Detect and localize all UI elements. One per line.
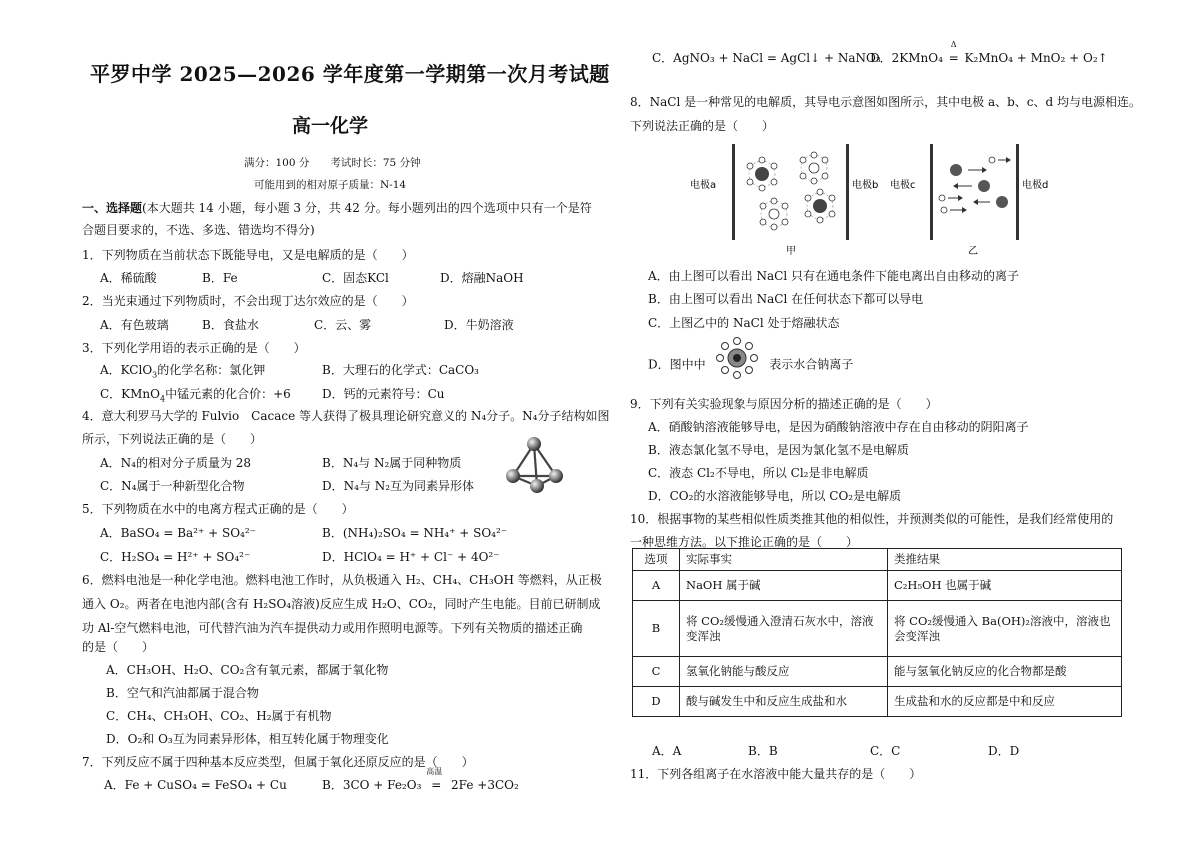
- label-electrode-d: 电极d: [1022, 180, 1049, 191]
- q1-option-d: D．熔融NaOH: [440, 271, 524, 285]
- q7-b-arrow: 高温 =: [426, 767, 443, 792]
- q3-option-a: A．KClO$_3$的化学名称：氯化钾: [100, 363, 266, 380]
- table-cell: 氢氧化钠能与酸反应: [680, 657, 888, 687]
- q7-option-b: [322, 767, 519, 793]
- hydrated-sodium-ion-icon: [715, 336, 759, 380]
- q3-a-formula: A．KClO: [100, 363, 153, 377]
- q9-option-c: C．液态 Cl₂不导电，所以 Cl₂是非电解质: [648, 466, 869, 480]
- n4-molecule-figure: [504, 436, 564, 494]
- q8-option-b: B．由上图可以看出 NaCl 在任何状态下都可以导电: [648, 292, 924, 306]
- electrode-d-plate: [1016, 144, 1019, 240]
- q9-option-a: A．硝酸钠溶液能够导电，是因为硝酸钠溶液中存在自由移动的阴阳离子: [648, 420, 1029, 434]
- electrode-c-plate: [930, 144, 933, 240]
- q4-stem-line1: 4．意大利罗马大学的 Fulvio Cacace 等人获得了极具理论研究意义的 N₄分子。N₄分子结构如图: [82, 409, 610, 423]
- hydrated-ion-cluster: [800, 152, 828, 184]
- q8-option-c: C．上图乙中的 NaCl 处于熔融状态: [648, 316, 840, 330]
- q1-option-b: B．Fe: [202, 271, 238, 285]
- q1-stem: 1．下列物质在当前状态下既能导电，又是电解质的是（ ）: [82, 248, 414, 262]
- q7-d-condition: Δ: [950, 40, 957, 49]
- q10-option-d: D．D: [988, 744, 1020, 758]
- section-heading-rest: (本大题共 14 小题，每小题 3 分，共 42 分。每小题列出的四个选项中只有一个是符: [142, 201, 592, 215]
- q7-option-a: A．Fe + CuSO₄ = FeSO₄ + Cu: [104, 778, 287, 792]
- left-column: [78, 0, 610, 848]
- q3-a-text: 的化学名称：氯化钾: [157, 363, 266, 377]
- q3-stem: 3．下列化学用语的表示正确的是（ ）: [82, 341, 306, 355]
- q10-option-b: B．B: [748, 744, 778, 758]
- q8-option-d: [648, 350, 853, 380]
- table-cell: NaOH 属于碱: [680, 571, 888, 601]
- table-header-row: [633, 549, 1122, 571]
- label-yi: 乙: [968, 246, 978, 257]
- q8-option-a: A．由上图可以看出 NaCl 只有在通电条件下能电离出自由移动的离子: [648, 269, 1019, 283]
- table-row: [633, 571, 1122, 601]
- q2-stem: 2．当光束通过下列物质时，不会出现丁达尔效应的是（ ）: [82, 294, 414, 308]
- q1-option-c: C．固态KCl: [322, 271, 389, 285]
- table-cell: D: [633, 687, 680, 717]
- n-atom: [506, 469, 520, 483]
- q2-option-c: C．云、雾: [314, 318, 372, 332]
- table-cell: A: [633, 571, 680, 601]
- section-heading: [82, 200, 592, 216]
- n-atom: [527, 437, 541, 451]
- table-row: [633, 601, 1122, 657]
- atomic-mass-line: 可能用到的相对原子质量：N-14: [254, 179, 407, 191]
- exam-meta: 满分：100 分 考试时长：75 分钟: [244, 157, 421, 169]
- free-ions: [939, 157, 1011, 213]
- section-heading-line2: 合题目要求的，不选、多选、错选均不得分): [82, 223, 315, 237]
- subject-title: 高一化学: [292, 115, 369, 137]
- electrode-a-plate: [732, 144, 735, 240]
- q4-option-a: A．N₄的相对分子质量为 28: [100, 456, 252, 470]
- q5-option-b: B．(NH₄)₂SO₄ = NH₄⁺ + SO₄²⁻: [322, 526, 508, 540]
- q7-b-products: 2Fe +3CO₂: [451, 778, 519, 792]
- table-cell: 将 CO₂缓慢通入 Ba(OH)₂溶液中，溶液也会变浑浊: [888, 601, 1122, 657]
- q5-option-c: C．H₂SO₄ = H²⁺ + SO₄²⁻: [100, 550, 251, 564]
- label-electrode-c: 电极c: [890, 180, 916, 191]
- q11-stem: 11．下列各组离子在水溶液中能大量共存的是（ ）: [630, 767, 922, 781]
- table-cell: B: [633, 601, 680, 657]
- table-row: [633, 687, 1122, 717]
- q7-d-arrow: Δ =: [948, 40, 959, 65]
- q6-option-b: B．空气和汽油都属于混合物: [106, 686, 259, 700]
- analogy-table: [632, 548, 1122, 717]
- q6-stem-line4: 的是（ ）: [82, 640, 155, 654]
- table-cell: C₂H₅OH 也属于碱: [888, 571, 1122, 601]
- q10-option-c: C．C: [870, 744, 901, 758]
- electrode-b-plate: [846, 144, 849, 240]
- q7-option-c: C．AgNO₃ + NaCl = AgCl↓ + NaNO₃: [652, 51, 881, 65]
- q5-option-d: D．HClO₄ = H⁺ + Cl⁻ + 4O²⁻: [322, 550, 500, 564]
- q7-b-condition: 高温: [426, 767, 443, 776]
- label-electrode-b: 电极b: [852, 180, 879, 191]
- table-cell: 将 CO₂缓慢通入澄清石灰水中，溶液变浑浊: [680, 601, 888, 657]
- q7-d-reactant: D．2KMnO₄: [870, 51, 943, 65]
- q8-d-suffix: 表示水合钠离子: [769, 357, 854, 372]
- hydrated-ion-cluster: [747, 157, 777, 191]
- q7-b-reactants: B．3CO + Fe₂O₃: [322, 778, 422, 792]
- q6-stem-line3: 功 Al-空气燃料电池，可代替汽油为汽车提供动力或用作照明电源等。下列有关物质的描述正确: [82, 621, 583, 635]
- q2-option-b: B．食盐水: [202, 318, 259, 332]
- q9-option-b: B．液态氯化氢不导电，是因为氯化氢不是电解质: [648, 443, 909, 457]
- section-heading-bold: 一、选择题: [82, 201, 143, 215]
- q9-option-d: D．CO₂的水溶液能够导电，所以 CO₂是电解质: [648, 489, 902, 503]
- label-electrode-a: 电极a: [690, 180, 717, 191]
- hydrated-ion-cluster: [805, 189, 835, 223]
- q2-option-d: D．牛奶溶液: [444, 318, 514, 332]
- q3-c-formula: C．KMnO: [100, 387, 161, 401]
- q9-stem: 9．下列有关实验现象与原因分析的描述正确的是（ ）: [630, 397, 938, 411]
- q8-stem-line2: 下列说法正确的是（ ）: [630, 119, 775, 133]
- q7-d-products: K₂MnO₄ + MnO₂ + O₂↑: [964, 51, 1108, 65]
- q1-option-a: A．稀硫酸: [100, 271, 157, 285]
- q4-option-b: B．N₄与 N₂属于同种物质: [322, 456, 462, 470]
- q3-option-d: D．钙的元素符号：Cu: [322, 387, 445, 401]
- q6-stem-line2: 通入 O₂。两者在电池内部(含有 H₂SO₄溶液)反应生成 H₂O、CO₂，同时产生电能。目前已研制成: [82, 597, 601, 611]
- q10-stem-line2: 一种思维方法。以下推论正确的是（ ）: [630, 535, 859, 549]
- table-cell: C: [633, 657, 680, 687]
- q3-option-b: B．大理石的化学式：CaCO₃: [322, 363, 479, 377]
- table-header-cell: 选项: [633, 549, 680, 571]
- q6-option-c: C．CH₄、CH₃OH、CO₂、H₂属于有机物: [106, 709, 332, 723]
- table-row: [633, 657, 1122, 687]
- table-header-cell: 实际事实: [680, 549, 888, 571]
- table-cell: 酸与碱发生中和反应生成盐和水: [680, 687, 888, 717]
- q2-option-a: A．有色玻璃: [100, 318, 169, 332]
- q10-stem-line1: 10．根据事物的某些相似性质类推其他的相似性，并预测类似的可能性，是我们经常使用的: [630, 512, 1114, 526]
- n-atom: [549, 469, 563, 483]
- n-atom: [530, 479, 544, 493]
- q4-option-d: D．N₄与 N₂互为同素异形体: [322, 479, 475, 493]
- q8-stem-line1: 8．NaCl 是一种常见的电解质，其导电示意图如图所示，其中电极 a、b、c、d 均与电源相连。: [630, 95, 1141, 109]
- q10-option-a: A．A: [652, 744, 682, 758]
- q4-stem-line2: 所示，下列说法正确的是（ ）: [82, 432, 263, 446]
- q3-option-c: C．KMnO$_4$中锰元素的化合价：+6: [100, 387, 291, 404]
- q6-stem-line1: 6．燃料电池是一种化学电池。燃料电池工作时，从负极通入 H₂、CH₄、CH₃OH 等燃料，从正极: [82, 573, 602, 587]
- exam-title: 平罗中学 2025—2026 学年度第一学期第一次月考试题: [90, 62, 610, 86]
- table-cell: 生成盐和水的反应都是中和反应: [888, 687, 1122, 717]
- q6-option-d: D．O₂和 O₃互为同素异形体，相互转化属于物理变化: [106, 732, 389, 746]
- right-column: [630, 0, 1141, 848]
- nacl-conduction-figure: [686, 140, 1096, 258]
- q7-stem: 7．下列反应不属于四种基本反应类型，但属于氧化还原反应的是（ ）: [82, 755, 474, 769]
- q7-option-d: [870, 40, 1108, 66]
- table-header-cell: 类推结果: [888, 549, 1122, 571]
- table-cell: 能与氢氧化钠反应的化合物都是酸: [888, 657, 1122, 687]
- q6-option-a: A．CH₃OH、H₂O、CO₂含有氧元素，都属于氧化物: [106, 663, 389, 677]
- q5-stem: 5．下列物质在水中的电离方程式正确的是（ ）: [82, 502, 354, 516]
- q4-option-c: C．N₄属于一种新型化合物: [100, 479, 245, 493]
- q5-option-a: A．BaSO₄ = Ba²⁺ + SO₄²⁻: [100, 526, 257, 540]
- hydrated-ion-cluster: [760, 198, 788, 230]
- q8-d-prefix: D．图中中: [648, 357, 706, 372]
- label-jia: 甲: [786, 246, 796, 257]
- q3-c-text: 中锰元素的化合价：+6: [165, 387, 291, 401]
